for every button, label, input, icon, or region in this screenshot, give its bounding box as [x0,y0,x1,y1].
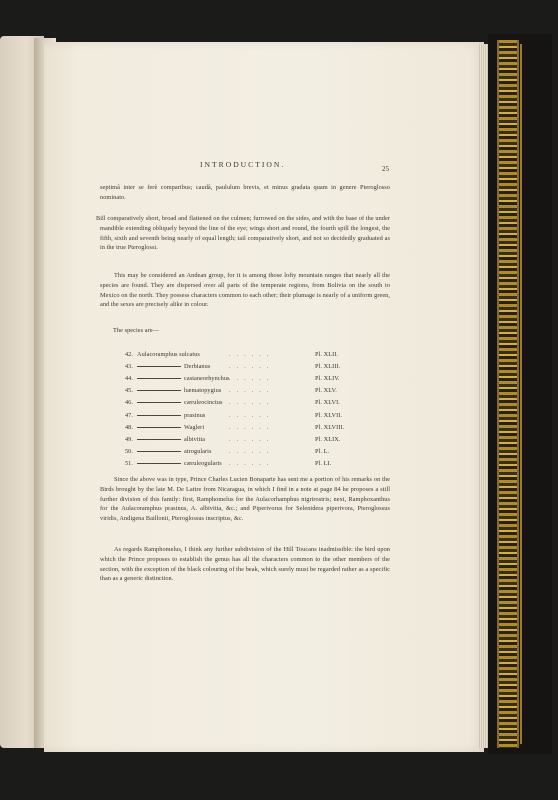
ditto-dash [137,415,181,416]
ramphomelus-note: As regards Ramphomelus, I think any further subdivision of the Hill Toucans inadmissible: the bird upon which the Prince proposes to establish the genus has all the characters common to the other members of the section, with the exception of the black colouring of the beak, which surely must be regarded rather as a specific than as a generic distinction. [100,546,390,583]
ditto-dash [137,463,181,464]
species-intro: The species are— [113,327,159,334]
leader-dots: ...... [229,447,275,455]
page-number: 25 [382,165,390,173]
plate-reference: Pl. XLVIII. [315,423,345,431]
species-number: 51. [124,459,133,467]
species-name: atrogularis [137,447,211,457]
distribution-text: This may be considered an Andean group, for it is among those lofty mountain ranges that nearly all the species are found. They are dispersed over all parts of the temperate regions, from Bolivia on the south to Mexico on the north. They possess characters common to each other; their plumage is nearly of a uniform green, and the sexes are precisely alike in colour. [100,272,390,309]
species-name: Aulacoramphus sulcatus [137,351,200,358]
species-number: 43. [124,363,133,371]
gilt-decorative-border [497,40,519,748]
plate-reference: Pl. XLVI. [315,399,340,407]
leader-dots: ...... [229,399,275,407]
ditto-dash [137,390,181,391]
plate-reference: Pl. L. [315,447,330,455]
leader-dots: ...... [229,387,275,395]
paragraph-latin [100,183,390,203]
paragraph-andean [100,271,390,310]
paragraph-bonaparte [100,475,390,524]
latin-description: septimâ inter se ferè comparibus; caudâ, paululum brevis, et minus gradata quam in genere Pteroglosso nominato. [100,184,390,201]
generic-characters: Bill comparatively short, broad and flattened on the culmen; furrowed on the sides, and with the base of the under mandible extending obliquely beyond the line of the eye; wings short and round, the fourth spill the longest, the fifth, sixth and seventh being nearly of equal length; tail comparatively short, and not so decidedly graduated as in the true Pteroglossi. [96,215,390,252]
plate-reference: Pl. XLIX. [315,435,341,443]
bonaparte-note: Since the above was in type, Prince Charles Lucien Bonaparte has sent me a portion of his remarks on the Birds brought by the late M. De Lattre from Nicaragua, in which I find in a note at page 84 he proposes a still further division of this family: first, Ramphomelus for the Aulacorhamphus nigrirostris; next, Ramphoxanthus for the Aulacoramphus prasinus, A. albivitta, &c.; and Piperivorus for Selenidera piperivora, Pteroglossus viridis, Andigena Baillonii, Pteroglossus inscriptus, &c. [100,476,390,522]
page-heading: INTRODUCTION. [200,160,286,169]
species-number: 45. [124,387,133,395]
ditto-dash [137,439,181,440]
ditto-dash [137,427,181,428]
leader-dots: ...... [229,363,275,371]
ditto-dash [137,378,181,379]
species-name: albivitta [137,435,205,445]
species-row [119,459,359,469]
species-name: castaneorhynchus [137,374,230,384]
leader-dots: ...... [229,375,275,383]
ditto-dash [137,366,181,367]
species-name: prasinus [137,411,205,421]
leader-dots: ...... [229,423,275,431]
leader-dots: ...... [229,411,275,419]
species-name: Derbianus [137,362,210,372]
plate-reference: Pl. XLIV. [315,375,340,383]
leader-dots: ...... [229,459,275,467]
ditto-dash [137,402,181,403]
leader-dots: ...... [229,435,275,443]
species-name: hæmatopygius [137,386,221,396]
species-row [119,350,359,360]
species-number: 48. [124,423,133,431]
ditto-dash [137,451,181,452]
paragraph-ramphomelus [100,545,390,584]
plate-reference: Pl. XLII. [315,351,339,358]
gilt-rule [520,44,522,744]
paragraph-bill [96,214,390,253]
plate-reference: Pl. XLVII. [315,411,343,419]
species-number: 42. [124,351,133,358]
species-row [119,386,359,396]
species-number: 44. [124,375,133,383]
plate-reference: Pl. XLV. [315,387,337,395]
species-number: 50. [124,447,133,455]
species-name: cæruleocinctus [137,398,222,408]
species-row [119,447,359,457]
species-name: cæruleogularis [137,459,222,469]
species-number: 47. [124,411,133,419]
plate-reference: Pl. XLIII. [315,363,341,371]
species-row [119,411,359,421]
species-row [119,362,359,372]
page-stack-edge [478,44,488,748]
species-name: Wagleri [137,423,204,433]
species-number: 46. [124,399,133,407]
leader-dots: ...... [229,351,275,358]
species-row [119,398,359,408]
plate-reference: Pl. LI. [315,459,332,467]
book-page [44,42,484,752]
species-row [119,435,359,445]
species-row [119,374,359,384]
species-number: 49. [124,435,133,443]
species-row [119,423,359,433]
